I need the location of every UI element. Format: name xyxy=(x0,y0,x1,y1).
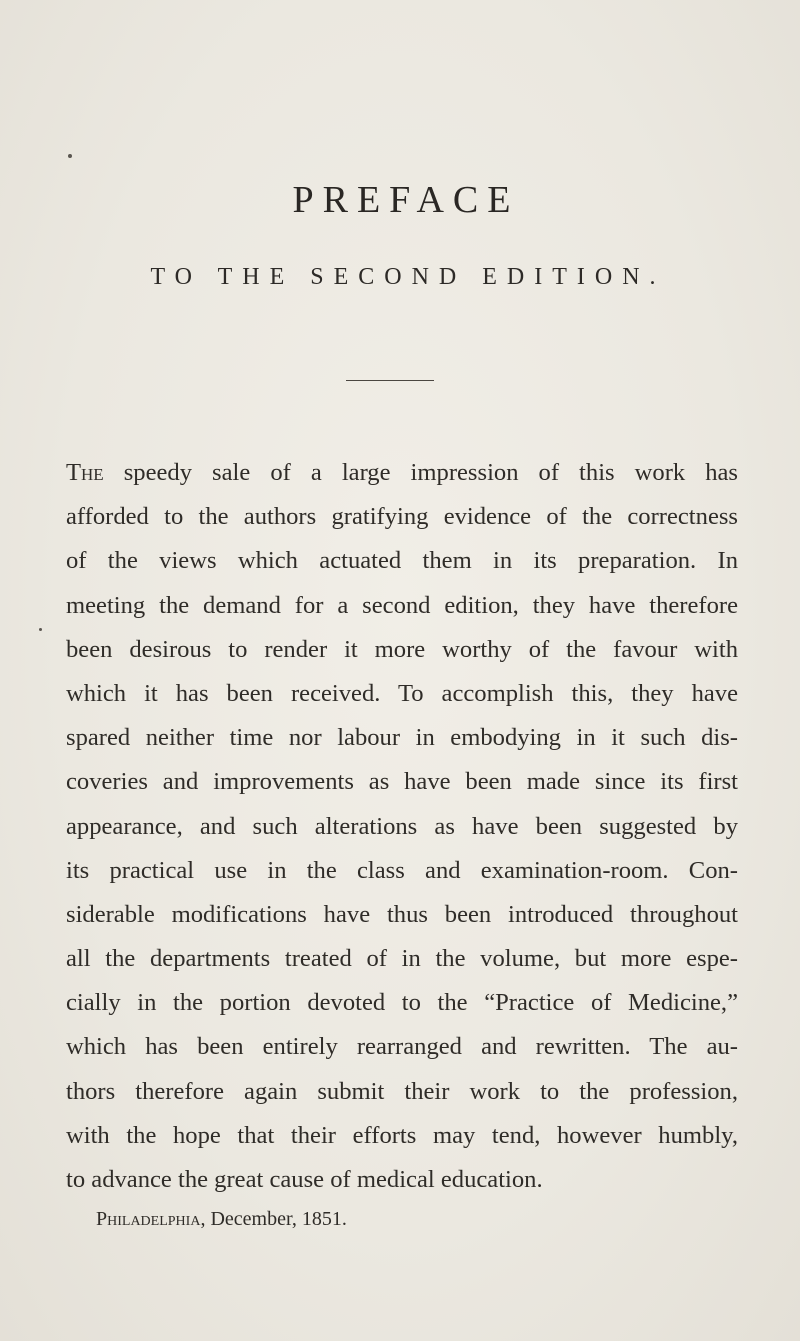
text-line: with the hope that their efforts may tend, however humbly, xyxy=(66,1121,738,1149)
text-line: which it has been received. To accomplish this, they have xyxy=(66,679,738,707)
preface-body xyxy=(66,451,738,1202)
page-title: PREFACE xyxy=(292,179,520,221)
text-line: spared neither time nor labour in embodying in it such dis- xyxy=(66,724,738,752)
page-subtitle: TO THE SECOND EDITION. xyxy=(150,264,666,290)
dateline-date: , December, 1851. xyxy=(200,1208,347,1230)
dateline xyxy=(96,1208,347,1231)
text-line: all the departments treated of in the volume, but more espe- xyxy=(66,945,738,973)
text-line: cially in the portion devoted to the “Practice of Medicine,” xyxy=(66,989,738,1017)
text-line: The speedy sale of a large impression of this work has xyxy=(66,459,738,486)
text-line: been desirous to render it more worthy of the favour with xyxy=(66,635,738,663)
text-line: coveries and improvements as have been made since its first xyxy=(66,768,738,796)
text-line: thors therefore again submit their work to the profession, xyxy=(66,1077,738,1105)
dateline-place: Philadelphia xyxy=(96,1208,201,1230)
text-line: siderable modifications have thus been introduced throughout xyxy=(66,900,738,928)
print-speck xyxy=(68,154,72,158)
print-speck xyxy=(39,628,42,631)
text-line: appearance, and such alterations as have been suggested by xyxy=(66,812,738,840)
text-line: afforded to the authors gratifying evidence of the correctness xyxy=(66,503,738,531)
text-line: to advance the great cause of medical education. xyxy=(66,1166,543,1193)
first-word: The xyxy=(66,459,104,486)
text-line: which has been entirely rearranged and rewritten. The au- xyxy=(66,1033,738,1061)
text-line: meeting the demand for a second edition, they have therefore xyxy=(66,591,738,619)
text-line: of the views which actuated them in its preparation. In xyxy=(66,547,738,575)
heading-rule xyxy=(346,380,434,381)
text-line: its practical use in the class and examination-room. Con- xyxy=(66,856,738,884)
